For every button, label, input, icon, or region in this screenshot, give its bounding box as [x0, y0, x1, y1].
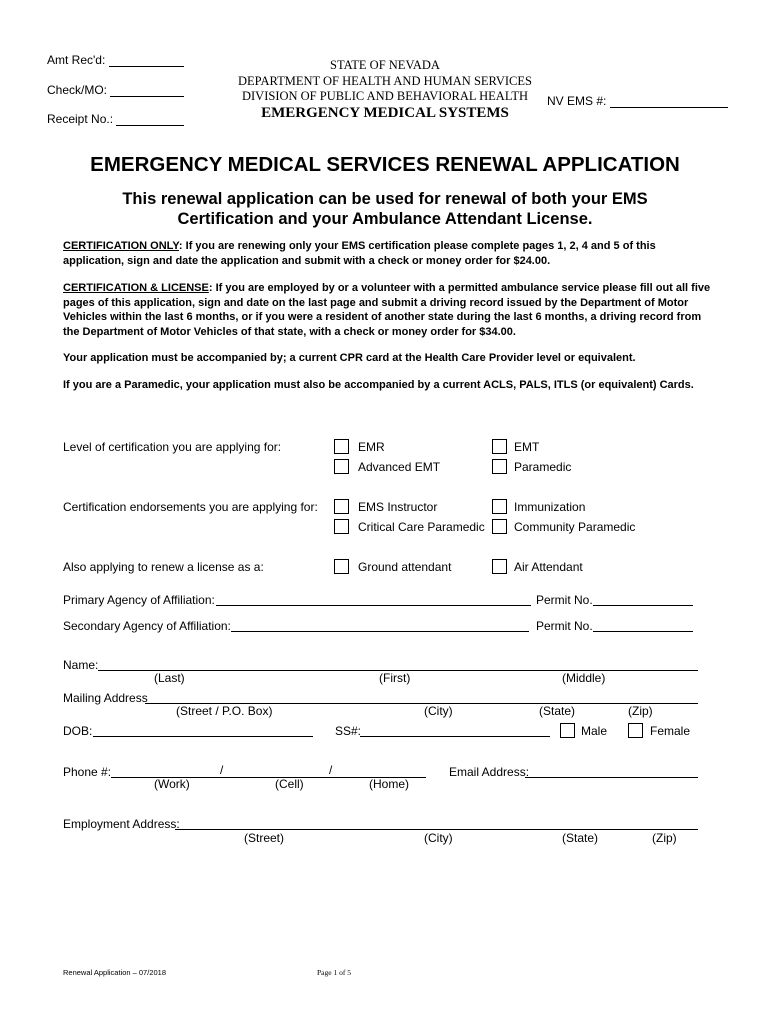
cert-only-label: CERTIFICATION ONLY: [63, 240, 179, 252]
emr-checkbox[interactable]: [334, 439, 349, 454]
ems-instructor-option-label: EMS Instructor: [358, 500, 438, 514]
ss-field[interactable]: [360, 736, 550, 737]
cert-only-paragraph: [63, 239, 713, 268]
check-mo-label: Check/MO:: [47, 83, 108, 97]
primary-agency-field[interactable]: [216, 605, 531, 606]
employment-city-caption: (City): [424, 831, 453, 845]
state-name: STATE OF NEVADA: [330, 58, 440, 72]
air-attendant-checkbox[interactable]: [492, 559, 507, 574]
endorsements-label: Certification endorsements you are applying for:: [63, 500, 318, 514]
name-label: Name:: [63, 658, 99, 672]
ground-attendant-checkbox[interactable]: [334, 559, 349, 574]
air-attendant-option-label: Air Attendant: [514, 560, 583, 574]
nv-ems-field[interactable]: [610, 107, 728, 108]
nv-ems-row: [547, 94, 728, 108]
subtitle: [70, 189, 700, 229]
paramedic-option-label: Paramedic: [514, 460, 572, 474]
employment-address-field[interactable]: [175, 829, 698, 830]
ems-instructor-checkbox[interactable]: [334, 499, 349, 514]
immunization-checkbox[interactable]: [492, 499, 507, 514]
cert-license-text: : If you are employed by or a volunteer with a permitted ambulance service please fill out all five pages of this application, sign and date on the last page and submit a driving record issued by the Department of Motor Vehicles within the last 6 months, or if you were a resident of another state during the last 6 months, a driving record from the Department of Motor Vehicles of that state, with a check or money order for $34.00.: [63, 282, 711, 338]
receipt-no-row: [47, 112, 184, 126]
email-label: Email Address:: [449, 765, 530, 779]
level-label: Level of certification you are applying for:: [63, 440, 282, 454]
email-field[interactable]: [525, 777, 698, 778]
emt-checkbox[interactable]: [492, 439, 507, 454]
emt-option-label: EMT: [514, 440, 540, 454]
advanced-emt-option-label: Advanced EMT: [358, 460, 441, 474]
mailing-state-caption: (State): [539, 704, 576, 718]
immunization-option-label: Immunization: [514, 500, 586, 514]
mailing-zip-caption: (Zip): [628, 704, 653, 718]
critical-care-paramedic-checkbox[interactable]: [334, 519, 349, 534]
name-first-caption: (First): [379, 671, 411, 685]
division-name: DIVISION OF PUBLIC AND BEHAVIORAL HEALTH: [241, 89, 528, 103]
community-paramedic-checkbox[interactable]: [492, 519, 507, 534]
phone-work-caption: (Work): [154, 777, 190, 791]
female-option-label: Female: [650, 724, 691, 738]
subtitle-line-1: This renewal application can be used for renewal of both your EMS: [122, 190, 648, 208]
mailing-city-caption: (City): [424, 704, 453, 718]
primary-permit-field[interactable]: [593, 605, 693, 606]
paramedic-checkbox[interactable]: [492, 459, 507, 474]
ems-heading: EMERGENCY MEDICAL SYSTEMS: [261, 104, 509, 121]
footer-form-version: Renewal Application – 07/2018: [63, 968, 166, 977]
agency-header: [200, 58, 570, 121]
male-option-label: Male: [581, 724, 608, 738]
cert-license-label: CERTIFICATION & LICENSE: [63, 282, 209, 294]
secondary-agency-field[interactable]: [231, 631, 529, 632]
cert-only-text: : If you are renewing only your EMS certification please complete pages 1, 2, 4 and 5 of this application, sign and date the application and submit with a check or money order for $24.00.: [63, 240, 656, 267]
mailing-address-label: Mailing Address: [63, 691, 148, 705]
phone-home-caption: (Home): [369, 777, 410, 791]
ground-attendant-option-label: Ground attendant: [358, 560, 452, 574]
paramedic-paragraph: If you are a Paramedic, your application must also be accompanied by a current ACLS, PALS, ITLS (or equivalent) Cards.: [63, 379, 694, 391]
amt-recd-field[interactable]: [109, 66, 184, 67]
phone-cell-caption: (Cell): [275, 777, 304, 791]
cert-license-paragraph: [63, 281, 713, 339]
employment-state-caption: (State): [562, 831, 599, 845]
footer-page-number: Page 1 of 5: [317, 968, 351, 977]
community-paramedic-option-label: Community Paramedic: [514, 520, 636, 534]
secondary-permit-label: Permit No.: [536, 619, 593, 633]
license-label: Also applying to renew a license as a:: [63, 560, 264, 574]
amt-recd-label: Amt Rec'd:: [47, 53, 106, 67]
receipt-no-label: Receipt No.:: [47, 112, 114, 126]
subtitle-line-2: Certification and your Ambulance Attendant License.: [177, 210, 593, 228]
male-checkbox[interactable]: [560, 723, 575, 738]
mailing-street-caption: (Street / P.O. Box): [176, 704, 273, 718]
secondary-permit-field[interactable]: [593, 631, 693, 632]
ss-label: SS#:: [335, 724, 362, 738]
employment-street-caption: (Street): [244, 831, 285, 845]
phone-separator-1: /: [220, 763, 224, 777]
phone-label: Phone #:: [63, 765, 112, 779]
name-middle-caption: (Middle): [562, 671, 606, 685]
critical-care-paramedic-option-label: Critical Care Paramedic: [358, 520, 485, 534]
phone-separator-2: /: [329, 763, 333, 777]
dob-label: DOB:: [63, 724, 93, 738]
secondary-agency-label: Secondary Agency of Affiliation:: [63, 619, 231, 633]
check-mo-row: [47, 83, 184, 97]
department-name: DEPARTMENT OF HEALTH AND HUMAN SERVICES: [237, 73, 532, 88]
employment-zip-caption: (Zip): [652, 831, 677, 845]
name-last-caption: (Last): [154, 671, 185, 685]
amt-recd-row: [47, 53, 184, 67]
nv-ems-label: NV EMS #:: [547, 94, 607, 108]
primary-agency-label: Primary Agency of Affiliation:: [63, 593, 215, 607]
check-mo-field[interactable]: [110, 96, 184, 97]
dob-field[interactable]: [93, 736, 313, 737]
employment-address-label: Employment Address:: [63, 817, 180, 831]
receipt-no-field[interactable]: [116, 125, 184, 126]
female-checkbox[interactable]: [628, 723, 643, 738]
cpr-paragraph: Your application must be accompanied by; a current CPR card at the Health Care Provider level or equivalent.: [63, 352, 636, 364]
page-title: EMERGENCY MEDICAL SERVICES RENEWAL APPLICATION: [90, 153, 680, 176]
advanced-emt-checkbox[interactable]: [334, 459, 349, 474]
primary-permit-label: Permit No.: [536, 593, 593, 607]
emr-option-label: EMR: [358, 440, 385, 454]
